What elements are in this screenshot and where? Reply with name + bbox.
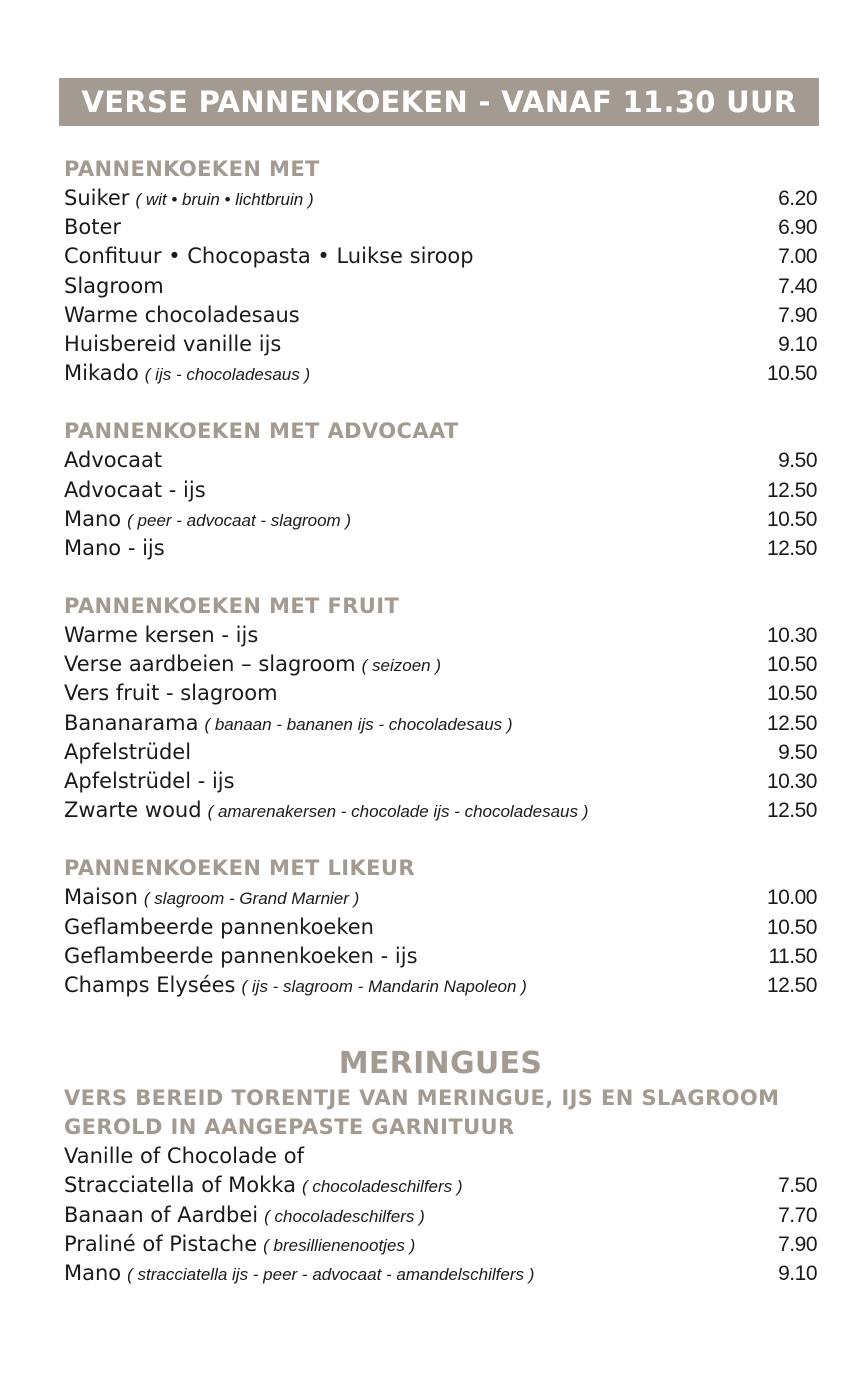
menu-item [64, 796, 817, 825]
spacer [64, 388, 817, 417]
item-name: Suiker [64, 186, 130, 210]
menu-item [64, 505, 817, 534]
item-price: 12.50 [766, 711, 817, 735]
item-price: 10.50 [766, 507, 817, 531]
section-meringues [64, 1044, 817, 1288]
item-note: ( stracciatella ijs - peer - advocaat - amandelschilfers ) [127, 1264, 535, 1284]
item-note: ( chocoladeschilfers ) [264, 1206, 425, 1226]
menu-item [64, 679, 817, 708]
menu-item [64, 942, 817, 971]
item-name: Stracciatella of Mokka [64, 1173, 296, 1198]
menu-item [64, 1171, 817, 1200]
item-note: ( chocoladeschilfers ) [301, 1177, 463, 1197]
section-title: PANNENKOEKEN MET FRUIT [64, 594, 400, 619]
menu-item [64, 446, 817, 475]
item-note: ( seizoen ) [361, 656, 441, 676]
menu-item [64, 883, 817, 912]
item-price: 7.00 [778, 245, 817, 269]
item-price: 10.50 [766, 682, 817, 706]
item-price: 10.30 [766, 624, 817, 648]
item-name: Vers fruit - slagroom [64, 681, 278, 706]
item-price: 6.20 [778, 187, 817, 210]
menu-item [64, 184, 817, 213]
item-name: Warme kersen - ijs [64, 623, 259, 648]
menu-item [64, 534, 817, 563]
section-title: PANNENKOEKEN MET [64, 157, 320, 181]
item-price: 9.50 [778, 740, 817, 764]
item-price: 7.40 [778, 274, 817, 298]
menu-item [64, 359, 817, 388]
item-name: Confituur • Chocopasta • Luikse siroop [64, 244, 474, 269]
spacer [64, 825, 817, 854]
menu-item [64, 767, 817, 796]
item-note: ( wit • bruin • lichtbruin ) [135, 190, 314, 209]
item-name: Mano [64, 1260, 122, 1285]
menu-item [64, 330, 817, 359]
item-price: 9.10 [778, 1261, 817, 1285]
menu-item [64, 738, 817, 767]
section-title: PANNENKOEKEN MET LIKEUR [64, 856, 415, 881]
meringues-title: MERINGUES [338, 1046, 543, 1082]
menu-item [64, 709, 817, 738]
item-price: 9.50 [778, 449, 817, 473]
item-name: Huisbereid vanille ijs [64, 331, 282, 356]
item-note: ( ijs - chocoladesaus ) [144, 365, 311, 385]
item-price: 12.50 [766, 973, 817, 997]
section-title: PANNENKOEKEN MET ADVOCAAT [64, 419, 459, 444]
item-name: Apfelstrüdel - ijs [64, 769, 235, 793]
meringues-intro: Vanille of Chocolade of [64, 1144, 305, 1169]
menu-banner [59, 78, 819, 126]
item-name: Geflambeerde pannenkoeken - ijs [64, 943, 418, 968]
item-note: ( peer - advocaat - slagroom ) [127, 510, 352, 530]
item-name: Verse aardbeien – slagroom [64, 652, 356, 677]
menu-item [64, 242, 817, 271]
item-name: Praliné of Pistache [64, 1231, 258, 1256]
item-price: 12.50 [766, 799, 817, 823]
item-note: ( ijs - slagroom - Mandarin Napoleon ) [241, 976, 527, 996]
spacer [64, 563, 817, 592]
item-name: Mano - ijs [64, 535, 165, 560]
menu-item [64, 913, 817, 942]
item-price: 11.50 [768, 944, 817, 968]
section-pannenkoeken-met [64, 155, 817, 388]
item-price: 12.50 [766, 478, 817, 502]
item-name: Apfelstrüdel [64, 739, 192, 764]
item-name: Banaan of Aardbei [64, 1202, 259, 1227]
item-price: 10.50 [766, 362, 817, 386]
item-price: 7.50 [778, 1174, 817, 1198]
menu-content [64, 155, 817, 1288]
item-price: 10.50 [766, 653, 817, 677]
item-price: 7.70 [778, 1203, 817, 1227]
item-name: Advocaat - ijs [64, 477, 206, 502]
menu-item [64, 213, 817, 242]
item-price: 7.90 [778, 1232, 817, 1256]
menu-item [64, 301, 817, 330]
menu-item [64, 971, 817, 1000]
item-price: 12.50 [766, 536, 817, 560]
menu-item [64, 272, 817, 301]
item-price: 10.30 [766, 770, 817, 793]
item-note: ( slagroom - Grand Marnier ) [143, 889, 360, 909]
item-name: Boter [64, 215, 122, 240]
menu-item [64, 621, 817, 650]
item-name: Mikado [64, 361, 139, 386]
section-advocaat [64, 417, 817, 563]
item-name: Zwarte woud [64, 798, 202, 823]
item-name: Champs Elysées [64, 972, 236, 997]
item-name: Bananarama [64, 710, 199, 735]
item-name: Slagroom [64, 273, 164, 298]
item-name: Warme chocoladesaus [64, 302, 300, 327]
section-fruit [64, 592, 817, 825]
menu-item [64, 1230, 817, 1259]
meringues-subtitle-1: VERS BEREID TORENTJE VAN MERINGUE, IJS EN SLAGROOM [64, 1086, 780, 1111]
menu-item [64, 476, 817, 505]
item-name: Maison [64, 885, 138, 910]
item-name: Mano [64, 506, 122, 531]
meringues-subtitle-2: GEROLD IN AANGEPASTE GARNITUUR [64, 1115, 515, 1140]
banner-title: VERSE PANNENKOEKEN - VANAF 11.30 UUR [81, 85, 797, 119]
section-likeur [64, 854, 817, 1000]
menu-item [64, 650, 817, 679]
item-price: 9.10 [778, 332, 817, 356]
item-note: ( amarenakersen - chocolade ijs - chocoladesaus ) [207, 802, 589, 822]
item-note: ( bresillienenootjes ) [263, 1235, 416, 1255]
item-price: 10.00 [766, 886, 817, 910]
item-price: 10.50 [766, 915, 817, 939]
item-name: Geflambeerde pannenkoeken [64, 914, 374, 939]
item-price: 7.90 [778, 303, 817, 327]
menu-item [64, 1201, 817, 1230]
item-note: ( banaan - bananen ijs - chocoladesaus ) [204, 714, 513, 734]
item-name: Advocaat [64, 448, 163, 473]
item-price: 6.90 [778, 216, 817, 240]
menu-item [64, 1259, 817, 1288]
